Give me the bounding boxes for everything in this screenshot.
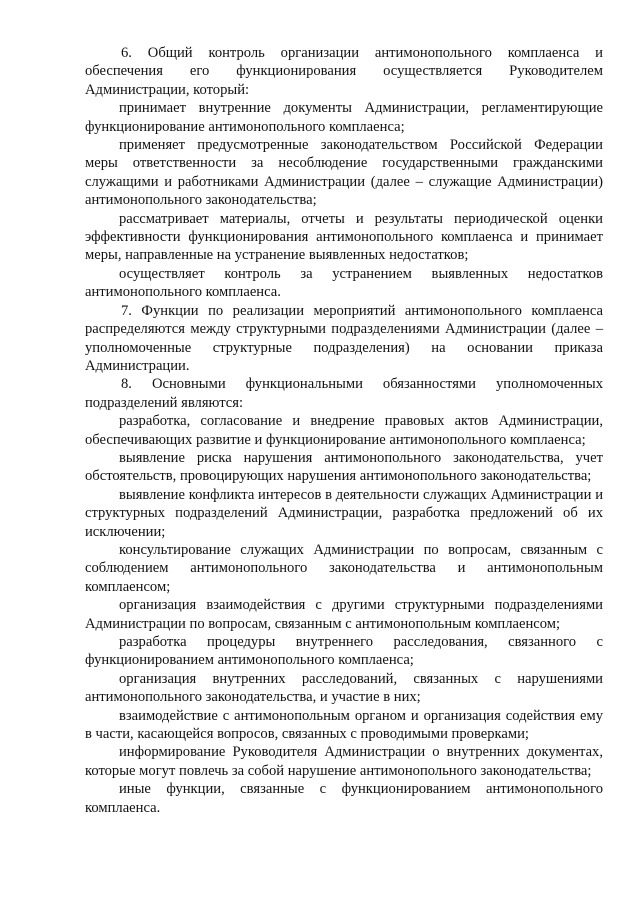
paragraph-sub-item: разработка процедуры внутреннего расследования, связанного с функционированием антимонопольного комплаенса;	[85, 634, 603, 669]
paragraph-sub-item: иные функции, связанные с функционированием антимонопольного комплаенса.	[85, 781, 603, 816]
paragraph-sub-item: осуществляет контроль за устранением выявленных недостатков антимонопольного комплаенса.	[85, 265, 603, 301]
paragraph-sub-item: организация взаимодействия с другими структурными подразделениями Администрации по вопросам, связанным с антимонопольным комплаенсом;	[85, 597, 603, 632]
paragraph-sub-item: выявление риска нарушения антимонопольного законодательства, учет обстоятельств, провоцирующих нарушения антимонопольного законодательства;	[85, 449, 603, 485]
paragraph-item-7: 7. Функции по реализации мероприятий антимонопольного комплаенса распределяются между структурными подразделениями Администрации (далее – уполномоченные структурные подразделения) на основании приказа Администрации.	[85, 302, 603, 374]
paragraph-sub-item: организация внутренних расследований, связанных с нарушениями антимонопольного законодательства, и участие в них;	[85, 670, 603, 706]
paragraph-item-8: 8. Основными функциональными обязанностями уполномоченных подразделений являются:	[85, 376, 603, 411]
paragraph-sub-item: применяет предусмотренные законодательством Российской Федерации меры ответственности за несоблюдение государственными гражданскими служащими и работниками Администрации (далее – служащие Администрации) антимонопольного законодательства;	[85, 137, 603, 209]
paragraph-sub-item: консультирование служащих Администрации по вопросам, связанным с соблюдением антимонопольного законодательства и антимонопольным комплаенсом;	[85, 541, 603, 595]
paragraph-sub-item: рассматривает материалы, отчеты и результаты периодической оценки эффективности функционирования антимонопольного комплаенса и принимает меры, направленные на устранение выявленных недостатков;	[85, 210, 603, 264]
paragraph-item-6: 6. Общий контроль организации антимонопольного комплаенса и обеспечения его функционирования осуществляется Руководителем Администрации, который:	[85, 45, 603, 98]
paragraph-sub-item: выявление конфликта интересов в деятельности служащих Администрации и структурных подразделений Администрации, разработка предложений об их исключении;	[85, 486, 603, 540]
document-page	[85, 44, 603, 817]
paragraph-sub-item: принимает внутренние документы Администрации, регламентирующие функционирование антимонопольного комплаенса;	[85, 100, 603, 135]
paragraph-sub-item: взаимодействие с антимонопольным органом и организация содействия ему в части, касающейся вопросов, связанных с проводимыми проверками;	[85, 707, 603, 743]
paragraph-sub-item: информирование Руководителя Администрации о внутренних документах, которые могут повлечь за собой нарушение антимонопольного законодательства;	[85, 744, 603, 779]
paragraph-sub-item: разработка, согласование и внедрение правовых актов Администрации, обеспечивающих развитие и функционирование антимонопольного комплаенса;	[85, 413, 603, 448]
